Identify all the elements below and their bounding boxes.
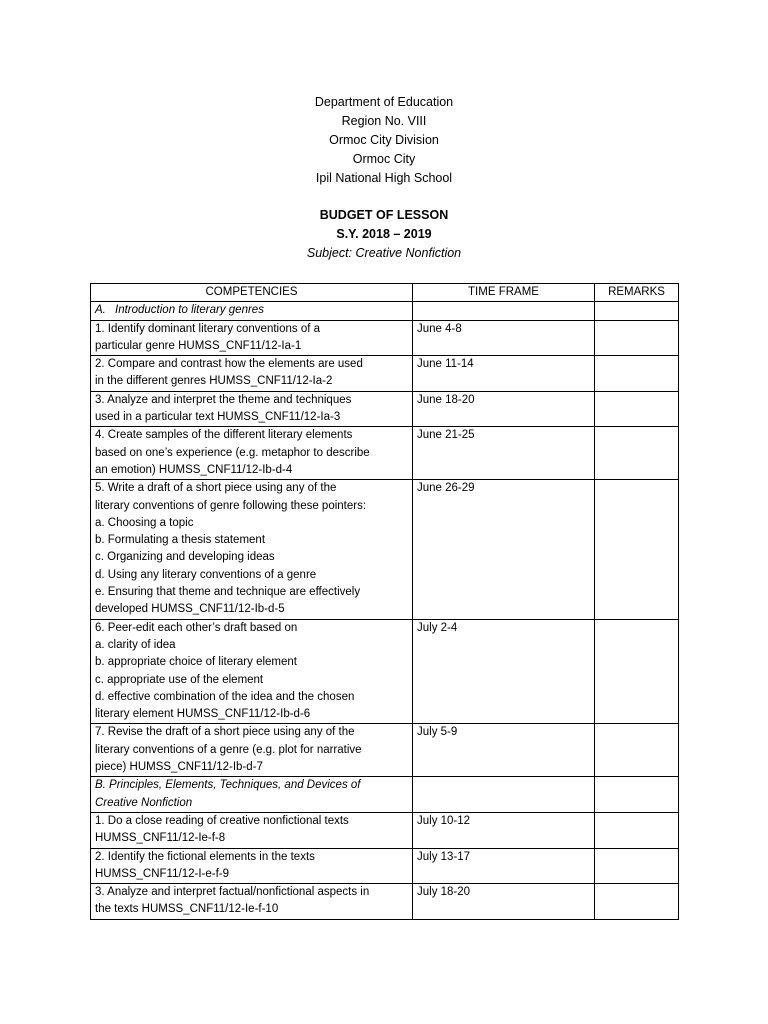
section-title-line: Introduction to literary genres (115, 304, 264, 317)
remarks-cell (595, 427, 679, 480)
section-title-line: B. Principles, Elements, Techniques, and Devices of (95, 779, 361, 792)
remarks-cell (595, 884, 679, 920)
section-row (91, 777, 679, 813)
competency-cell (91, 356, 413, 392)
competency-cell (91, 320, 413, 356)
table-row (91, 391, 679, 427)
budget-table (90, 283, 679, 920)
competency-line: 3. Analyze and interpret the theme and techniques (95, 393, 352, 406)
org-line: Ormoc City (352, 152, 416, 166)
competency-line: 6. Peer-edit each other’s draft based on (95, 621, 298, 634)
competency-line: a. Choosing a topic (95, 516, 194, 529)
section-letter: A. (95, 304, 106, 317)
competency-line: literary element HUMSS_CNF11/12-Ib-d-6 (95, 708, 311, 721)
school-year: S.Y. 2018 – 2019 (336, 227, 432, 241)
competency-line: the texts HUMSS_CNF11/12-Ie-f-10 (95, 903, 279, 916)
table-row (91, 320, 679, 356)
competency-line: c. appropriate use of the element (95, 673, 264, 686)
subject-label: Subject: (306, 246, 353, 260)
section-title (91, 302, 413, 320)
competency-line: b. Formulating a thesis statement (95, 534, 266, 547)
org-line: Department of Education (314, 95, 454, 109)
competency-line: 1. Do a close reading of creative nonfictional texts (95, 814, 349, 827)
time-frame-cell: June 11-14 (413, 356, 595, 392)
column-header-time-frame: TIME FRAME (413, 284, 595, 302)
time-frame-cell: July 10-12 (413, 812, 595, 848)
subject-value: Creative Nonfiction (355, 246, 462, 260)
document-header (0, 93, 768, 263)
competency-line: HUMSS_CNF11/12-I-e-f-9 (95, 867, 229, 880)
competency-line: c. Organizing and developing ideas (95, 551, 275, 564)
competency-line: e. Ensuring that theme and technique are effectively (95, 586, 361, 599)
column-header-competencies: COMPETENCIES (91, 284, 413, 302)
competency-line: in the different genres HUMSS_CNF11/12-Ia-2 (95, 375, 333, 388)
time-frame-cell: July 5-9 (413, 724, 595, 777)
competency-line: 3. Analyze and interpret factual/nonfictional aspects in (95, 886, 370, 899)
table-row (91, 356, 679, 392)
competency-line: 4. Create samples of the different literary elements (95, 429, 353, 442)
competency-line: 2. Identify the fictional elements in the texts (95, 850, 315, 863)
table-row (91, 884, 679, 920)
competency-line: literary conventions of a genre (e.g. plot for narrative (95, 743, 362, 756)
remarks-cell (595, 848, 679, 884)
section-row (91, 302, 679, 320)
competency-line: d. effective combination of the idea and the chosen (95, 690, 355, 703)
competency-cell (91, 480, 413, 619)
competency-cell (91, 848, 413, 884)
competency-line: 5. Write a draft of a short piece using any of the (95, 482, 337, 495)
competency-line: an emotion) HUMSS_CNF11/12-Ib-d-4 (95, 463, 293, 476)
competency-line: 7. Revise the draft of a short piece using any of the (95, 726, 355, 739)
competency-line: b. appropriate choice of literary element (95, 656, 297, 669)
remarks-cell (595, 724, 679, 777)
document-title: BUDGET OF LESSON (319, 208, 449, 222)
competency-cell (91, 884, 413, 920)
section-remarks-cell (595, 777, 679, 813)
table-row (91, 724, 679, 777)
time-frame-cell: June 26-29 (413, 480, 595, 619)
section-time-cell (413, 777, 595, 813)
column-header-remarks: REMARKS (595, 284, 679, 302)
subject-line (0, 244, 768, 263)
competency-line: piece) HUMSS_CNF11/12-Ib-d-7 (95, 761, 263, 774)
competency-line: a. clarity of idea (95, 638, 176, 651)
time-frame-cell: June 21-25 (413, 427, 595, 480)
org-line: Ipil National High School (315, 171, 453, 185)
competency-cell (91, 724, 413, 777)
competency-cell (91, 427, 413, 480)
section-title (91, 777, 413, 813)
table-row (91, 619, 679, 724)
time-frame-cell: July 13-17 (413, 848, 595, 884)
org-line: Region No. VIII (341, 114, 427, 128)
competency-cell (91, 619, 413, 724)
org-line: Ormoc City Division (329, 133, 439, 147)
competency-cell (91, 391, 413, 427)
section-remarks-cell (595, 302, 679, 320)
competency-line: developed HUMSS_CNF11/12-Ib-d-5 (95, 603, 285, 616)
competency-line: used in a particular text HUMSS_CNF11/12-Ia-3 (95, 411, 341, 424)
time-frame-cell: July 18-20 (413, 884, 595, 920)
competency-line: 1. Identify dominant literary conventions of a (95, 322, 321, 335)
remarks-cell (595, 320, 679, 356)
time-frame-cell: June 4-8 (413, 320, 595, 356)
competency-line: HUMSS_CNF11/12-Ie-f-8 (95, 832, 226, 845)
competency-line: based on one’s experience (e.g. metaphor to describe (95, 446, 370, 459)
competency-line: particular genre HUMSS_CNF11/12-Ia-1 (95, 339, 302, 352)
time-frame-cell: June 18-20 (413, 391, 595, 427)
remarks-cell (595, 480, 679, 619)
remarks-cell (595, 356, 679, 392)
table-row (91, 848, 679, 884)
section-title-line: Creative Nonfiction (95, 796, 193, 809)
section-time-cell (413, 302, 595, 320)
competency-cell (91, 812, 413, 848)
table-header-row (91, 284, 679, 302)
competency-line: d. Using any literary conventions of a genre (95, 568, 317, 581)
remarks-cell (595, 619, 679, 724)
remarks-cell (595, 812, 679, 848)
table-row (91, 480, 679, 619)
time-frame-cell: July 2-4 (413, 619, 595, 724)
table-row (91, 427, 679, 480)
competency-line: literary conventions of genre following these pointers: (95, 499, 367, 512)
competency-line: 2. Compare and contrast how the elements are used (95, 358, 363, 371)
table-row (91, 812, 679, 848)
remarks-cell (595, 391, 679, 427)
